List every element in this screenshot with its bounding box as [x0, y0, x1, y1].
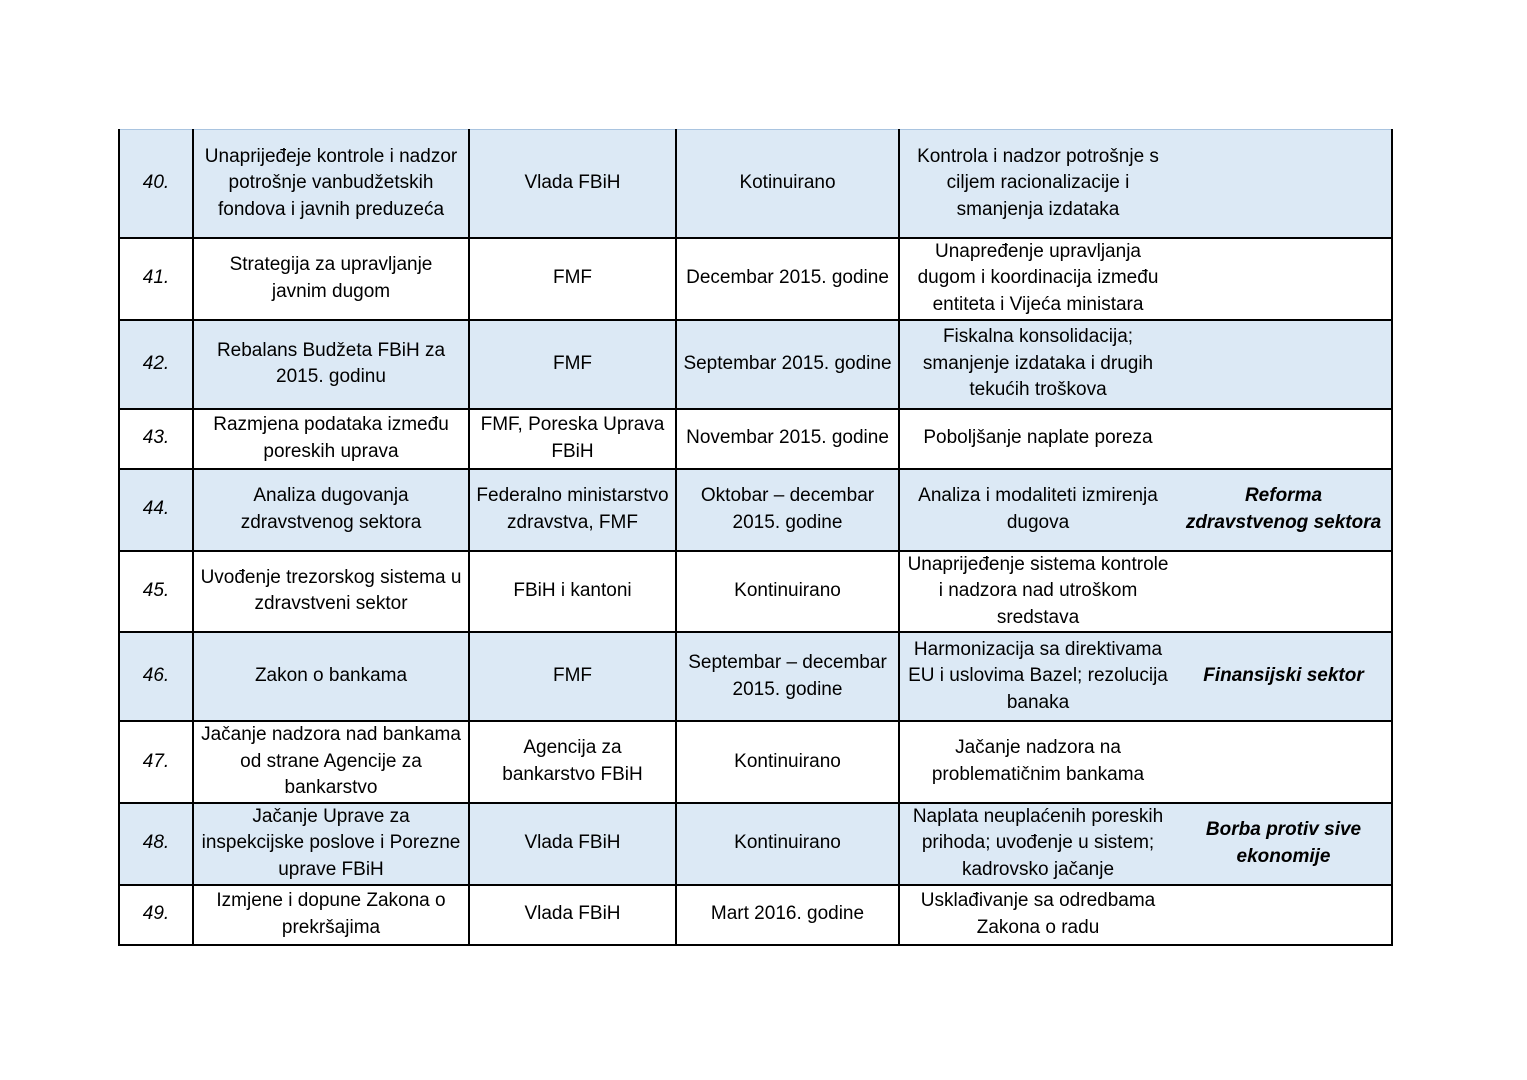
deadline-cell: Kontinuirano [676, 551, 899, 633]
sector-cell: Finansijski sektor [1176, 632, 1392, 721]
measure-cell: Analiza dugovanja zdravstvenog sektora [193, 469, 469, 551]
goal-cell: Poboljšanje naplate poreza [899, 409, 1176, 469]
responsible-cell: FMF [469, 238, 676, 320]
row-number: 44. [119, 469, 193, 551]
measure-cell: Rebalans Budžeta FBiH za 2015. godinu [193, 320, 469, 409]
measure-cell: Jačanje nadzora nad bankama od strane Agencije za bankarstvo [193, 721, 469, 803]
row-number: 47. [119, 721, 193, 803]
row-number: 46. [119, 632, 193, 721]
responsible-cell: Federalno ministarstvo zdravstva, FMF [469, 469, 676, 551]
measure-cell: Jačanje Uprave za inspekcijske poslove i Porezne uprave FBiH [193, 803, 469, 885]
sector-cell [1176, 551, 1392, 633]
deadline-cell: Oktobar – decembar 2015. godine [676, 469, 899, 551]
deadline-cell: Kontinuirano [676, 803, 899, 885]
table-row [119, 632, 1392, 721]
sector-cell: Borba protiv sive ekonomije [1176, 803, 1392, 885]
responsible-cell: FBiH i kantoni [469, 551, 676, 633]
goal-cell: Analiza i modaliteti izmirenja dugova [899, 469, 1176, 551]
sector-cell [1176, 320, 1392, 409]
row-number: 48. [119, 803, 193, 885]
deadline-cell: Kontinuirano [676, 721, 899, 803]
responsible-cell: Vlada FBiH [469, 803, 676, 885]
measure-cell: Zakon o bankama [193, 632, 469, 721]
table-row [119, 551, 1392, 633]
responsible-cell: Agencija za bankarstvo FBiH [469, 721, 676, 803]
goal-cell: Kontrola i nadzor potrošnje s ciljem racionalizacije i smanjenja izdataka [899, 130, 1176, 238]
row-number: 45. [119, 551, 193, 633]
table-row [119, 238, 1392, 320]
table-row [119, 409, 1392, 469]
goal-cell: Jačanje nadzora na problematičnim bankama [899, 721, 1176, 803]
measure-cell: Strategija za upravljanje javnim dugom [193, 238, 469, 320]
goal-cell: Naplata neuplaćenih poreskih prihoda; uvođenje u sistem; kadrovsko jačanje [899, 803, 1176, 885]
table-row [119, 803, 1392, 885]
row-number: 43. [119, 409, 193, 469]
measure-cell: Razmjena podataka između poreskih uprava [193, 409, 469, 469]
deadline-cell: Mart 2016. godine [676, 885, 899, 945]
table-row [119, 130, 1392, 238]
measure-cell: Uvođenje trezorskog sistema u zdravstveni sektor [193, 551, 469, 633]
sector-cell [1176, 721, 1392, 803]
responsible-cell: FMF [469, 320, 676, 409]
sector-cell: Reforma zdravstvenog sektora [1176, 469, 1392, 551]
table-row [119, 469, 1392, 551]
goal-cell: Unapređenje upravljanja dugom i koordinacija između entiteta i Vijeća ministara [899, 238, 1176, 320]
deadline-cell: Septembar 2015. godine [676, 320, 899, 409]
sector-cell [1176, 238, 1392, 320]
goal-cell: Usklađivanje sa odredbama Zakona o radu [899, 885, 1176, 945]
table-row [119, 320, 1392, 409]
deadline-cell: Decembar 2015. godine [676, 238, 899, 320]
row-number: 41. [119, 238, 193, 320]
responsible-cell: FMF, Poreska Uprava FBiH [469, 409, 676, 469]
deadline-cell: Kotinuirano [676, 130, 899, 238]
table-row [119, 721, 1392, 803]
responsible-cell: Vlada FBiH [469, 885, 676, 945]
deadline-cell: Novembar 2015. godine [676, 409, 899, 469]
measures-table [118, 129, 1393, 946]
sector-cell [1176, 409, 1392, 469]
goal-cell: Unaprijeđenje sistema kontrole i nadzora nad utroškom sredstava [899, 551, 1176, 633]
row-number: 42. [119, 320, 193, 409]
sector-cell [1176, 885, 1392, 945]
deadline-cell: Septembar – decembar 2015. godine [676, 632, 899, 721]
goal-cell: Fiskalna konsolidacija; smanjenje izdataka i drugih tekućih troškova [899, 320, 1176, 409]
row-number: 40. [119, 130, 193, 238]
goal-cell: Harmonizacija sa direktivama EU i uslovima Bazel; rezolucija banaka [899, 632, 1176, 721]
measure-cell: Unaprijeđeje kontrole i nadzor potrošnje vanbudžetskih fondova i javnih preduzeća [193, 130, 469, 238]
table-row [119, 885, 1392, 945]
responsible-cell: FMF [469, 632, 676, 721]
measure-cell: Izmjene i dopune Zakona o prekršajima [193, 885, 469, 945]
row-number: 49. [119, 885, 193, 945]
responsible-cell: Vlada FBiH [469, 130, 676, 238]
sector-cell [1176, 130, 1392, 238]
